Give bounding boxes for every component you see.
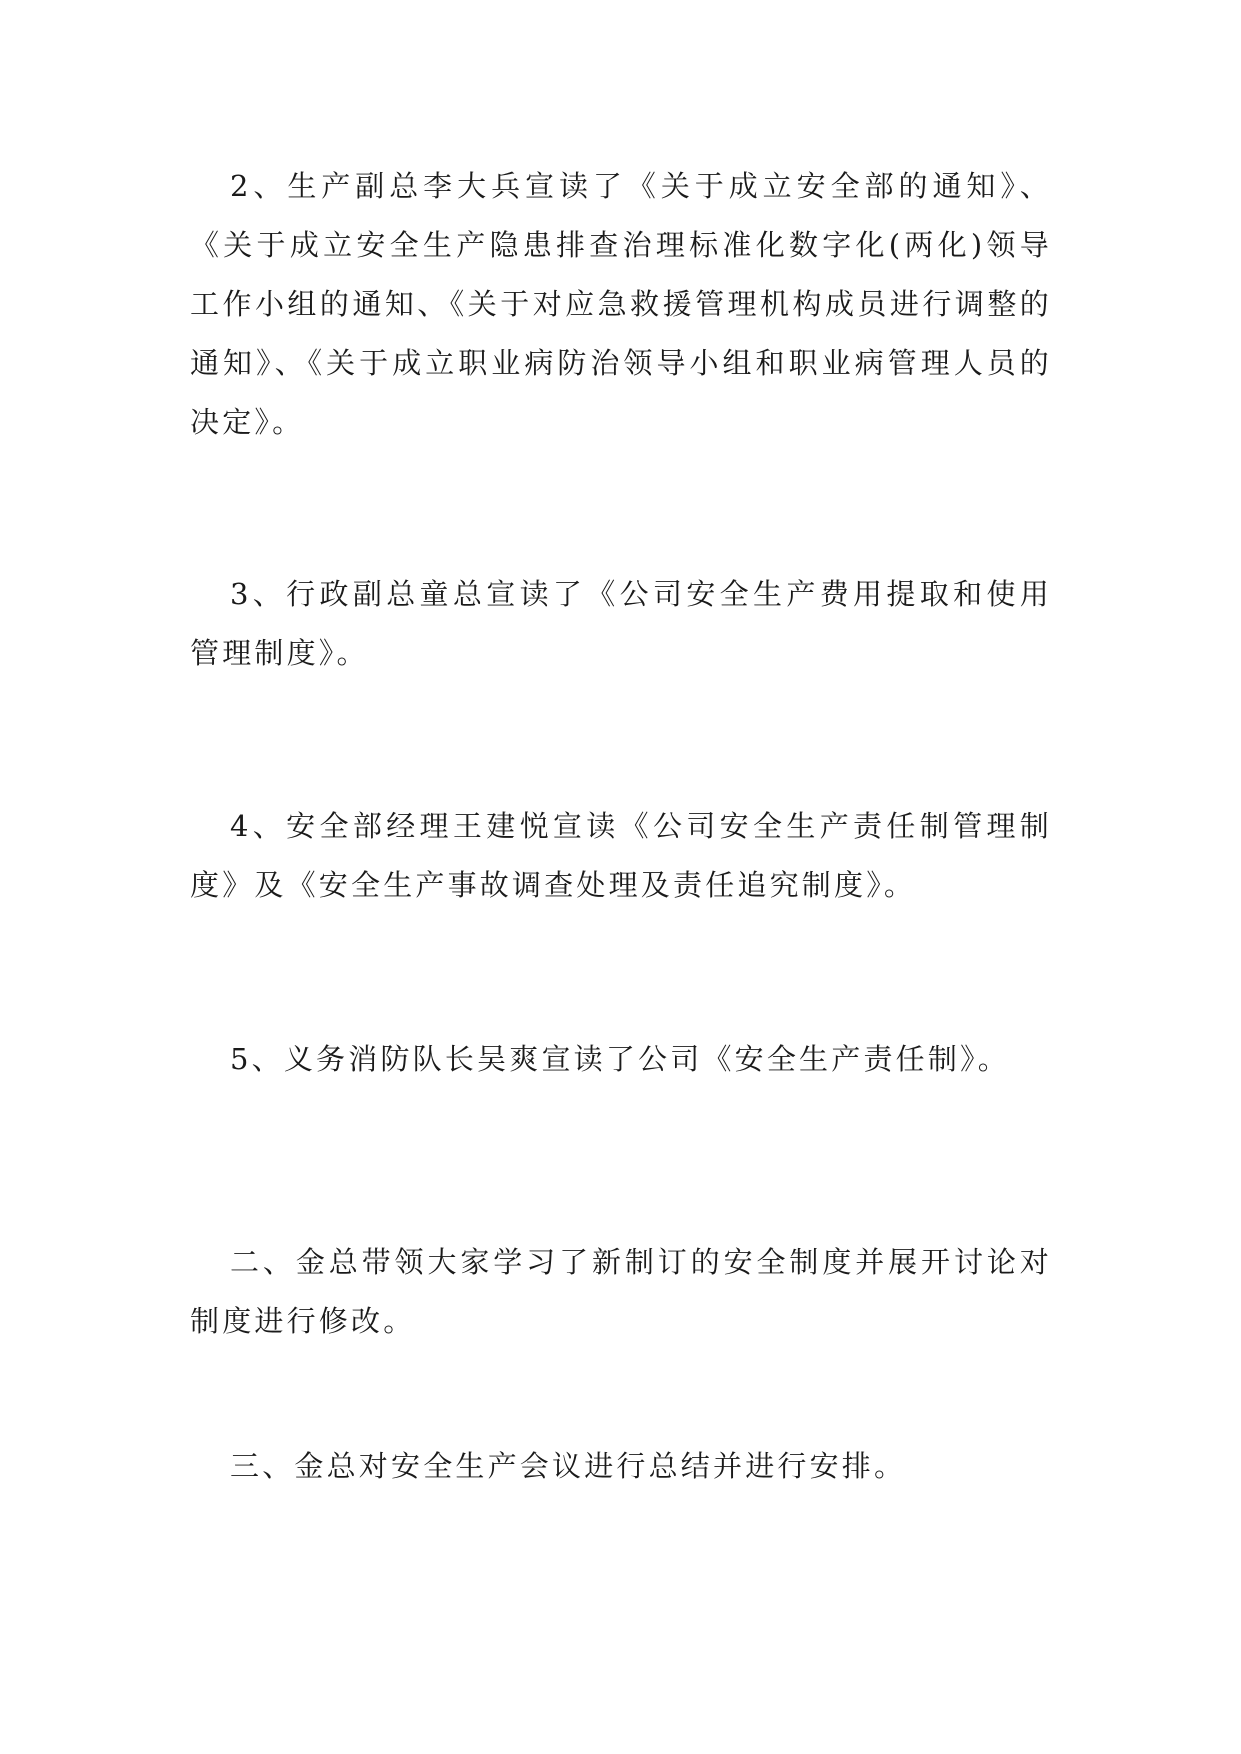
paragraph-item-2: 2、生产副总李大兵宣读了《关于成立安全部的通知》、《关于成立安全生产隐患排查治理标准化数字化(两化)领导工作小组的通知、《关于对应急救援管理机构成员进行调整的通知》、《关于成立职业病防治领导小组和职业病管理人员的决定》。	[190, 169, 1052, 439]
paragraph-item-4: 4、安全部经理王建悦宣读《公司安全生产责任制管理制度》及《安全生产事故调查处理及责任追究制度》。	[190, 809, 1052, 902]
paragraph-item-5: 5、义务消防队长吴爽宣读了公司《安全生产责任制》。	[230, 1042, 1010, 1076]
paragraph-section-3: 三、金总对安全生产会议进行总结并进行安排。	[230, 1449, 907, 1483]
paragraph-item-3: 3、行政副总童总宣读了《公司安全生产费用提取和使用管理制度》。	[190, 577, 1052, 670]
paragraph-section-2: 二、金总带领大家学习了新制订的安全制度并展开讨论对制度进行修改。	[190, 1245, 1052, 1338]
